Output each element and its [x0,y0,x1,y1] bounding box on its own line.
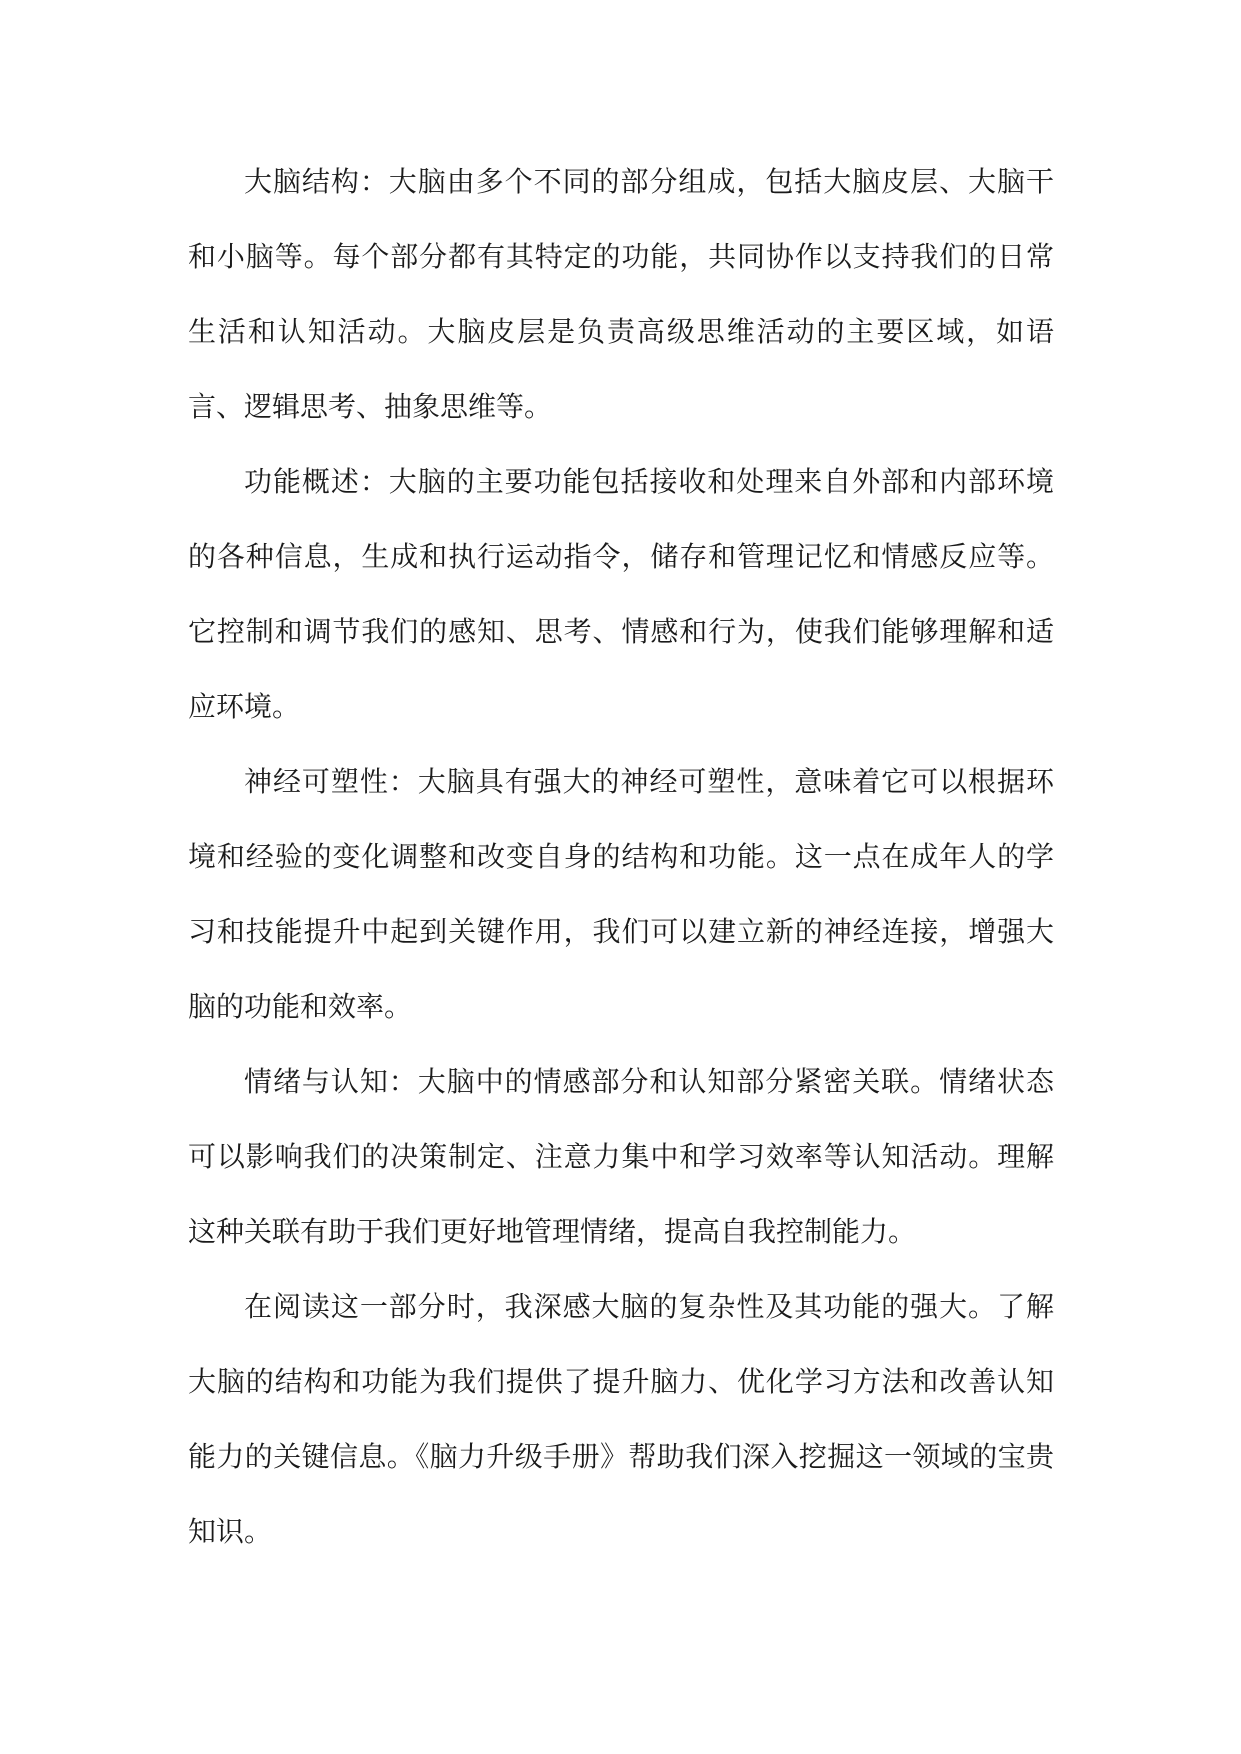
document-body [188,144,1054,1569]
paragraph-neuroplasticity: 神经可塑性：大脑具有强大的神经可塑性，意味着它可以根据环境和经验的变化调整和改变自身的结构和功能。这一点在成年人的学习和技能提升中起到关键作用，我们可以建立新的神经连接，增强大脑的功能和效率。 [188,765,1054,1023]
paragraph-reflection: 在阅读这一部分时，我深感大脑的复杂性及其功能的强大。了解大脑的结构和功能为我们提供了提升脑力、优化学习方法和改善认知能力的关键信息。《脑力升级手册》帮助我们深入挖掘这一领域的宝贵知识。 [188,1290,1054,1548]
paragraph-brain-structure: 大脑结构：大脑由多个不同的部分组成，包括大脑皮层、大脑干和小脑等。每个部分都有其特定的功能，共同协作以支持我们的日常生活和认知活动。大脑皮层是负责高级思维活动的主要区域，如语言、逻辑思考、抽象思维等。 [188,165,1054,423]
paragraph-function-overview: 功能概述：大脑的主要功能包括接收和处理来自外部和内部环境的各种信息，生成和执行运动指令，储存和管理记忆和情感反应等。它控制和调节我们的感知、思考、情感和行为，使我们能够理解和适应环境。 [188,465,1054,723]
paragraph-emotion-cognition: 情绪与认知：大脑中的情感部分和认知部分紧密关联。情绪状态可以影响我们的决策制定、注意力集中和学习效率等认知活动。理解这种关联有助于我们更好地管理情绪，提高自我控制能力。 [188,1065,1054,1248]
